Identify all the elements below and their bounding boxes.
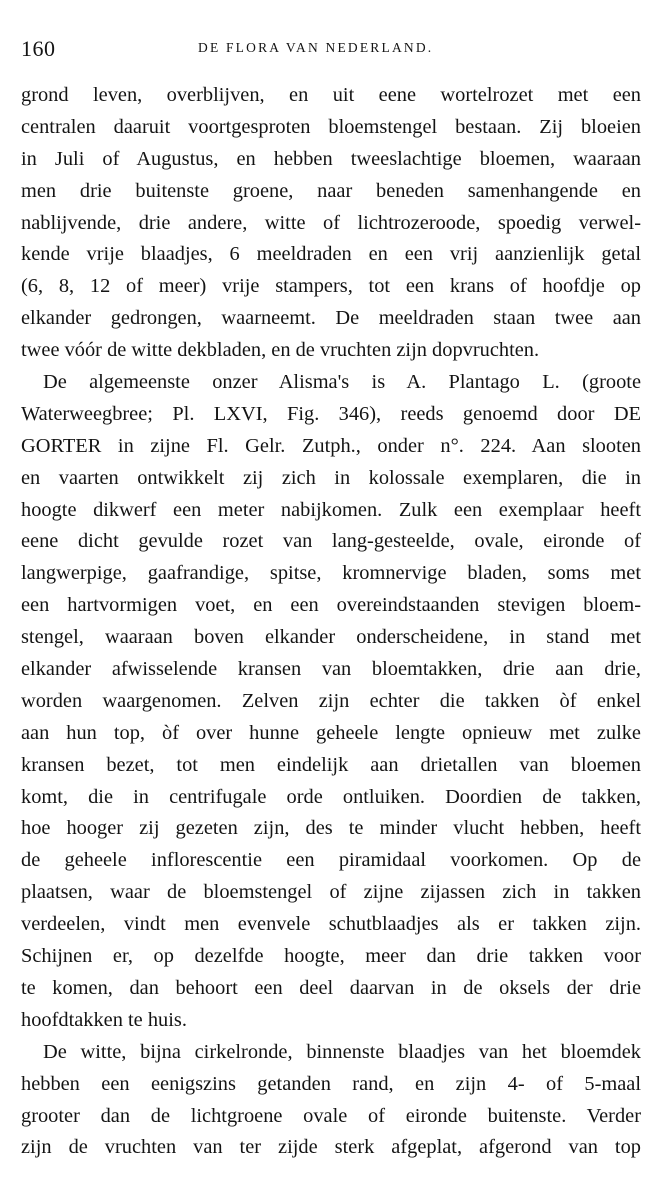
text-line: te komen, dan behoort een deel daarvan in de oksels der drie xyxy=(21,976,641,999)
text-line: centralen daaruit voortgesproten bloemstengel bestaan. Zij bloeien xyxy=(21,115,641,138)
text-line: een hartvormigen voet, en een overeindstaanden stevigen bloem- xyxy=(21,594,641,617)
text-line: aan hun top, òf over hunne geheele lengte opnieuw met zulke xyxy=(21,721,641,744)
text-line: worden waargenomen. Zelven zijn echter die takken òf enkel xyxy=(21,689,641,712)
body-text xyxy=(21,80,641,1164)
text-line: verdeelen, vindt men evenvele schutblaadjes als er takken zijn. xyxy=(21,913,641,936)
page-header xyxy=(21,36,641,70)
text-line: twee vóór de witte dekbladen, en de vruchten zijn dopvruchten. xyxy=(21,339,540,362)
text-line: Schijnen er, op dezelfde hoogte, meer dan drie takken voor xyxy=(21,945,641,968)
text-line: en vaarten ontwikkelt zij zich in kolossale exemplaren, die in xyxy=(21,466,641,489)
text-line: Waterweegbree; Pl. LXVI, Fig. 346), reeds genoemd door DE xyxy=(21,402,641,425)
text-line: hoogte dikwerf een meter nabijkomen. Zulk een exemplaar heeft xyxy=(21,498,641,521)
text-line: hebben een eenigszins getanden rand, en zijn 4- of 5-maal xyxy=(21,1072,641,1095)
text-line: GORTER in zijne Fl. Gelr. Zutph., onder n°. 224. Aan slooten xyxy=(21,434,641,457)
text-line: elkander afwisselende kransen van bloemtakken, drie aan drie, xyxy=(21,658,641,681)
paragraph-start-line: De witte, bijna cirkelronde, binnenste blaadjes van het bloemdek xyxy=(43,1040,641,1063)
text-line: stengel, waaraan boven elkander onderscheidene, in stand met xyxy=(21,626,641,649)
text-line: hoofdtakken te huis. xyxy=(21,1008,187,1031)
text-line: in Juli of Augustus, en hebben tweeslachtige bloemen, waaraan xyxy=(21,147,641,170)
page-number: 160 xyxy=(21,36,56,61)
running-title: DE FLORA VAN NEDERLAND. xyxy=(198,40,434,55)
text-line: komt, die in centrifugale orde ontluiken. Doordien de takken, xyxy=(21,785,641,808)
text-line: nablijvende, drie andere, witte of lichtrozeroode, spoedig verwel- xyxy=(21,211,641,234)
text-line: langwerpige, gaafrandige, spitse, kromnervige bladen, soms met xyxy=(21,562,641,585)
text-line: (6, 8, 12 of meer) vrije stampers, tot een krans of hoofdje op xyxy=(21,275,641,298)
text-line: eene dicht gevulde rozet van lang-gesteelde, ovale, eironde of xyxy=(21,530,641,553)
text-line: kende vrije blaadjes, 6 meeldraden en een vrij aanzienlijk getal xyxy=(21,243,641,266)
text-line: men drie buitenste groene, naar beneden samenhangende en xyxy=(21,179,641,202)
text-line: zijn de vruchten van ter zijde sterk afgeplat, afgerond van top xyxy=(21,1136,641,1159)
text-line: hoe hooger zij gezeten zijn, des te minder vlucht hebben, heeft xyxy=(21,817,641,840)
text-line: grond leven, overblijven, en uit eene wortelrozet met een xyxy=(21,84,641,106)
text-line: elkander gedrongen, waarneemt. De meeldraden staan twee aan xyxy=(21,307,641,330)
text-line: grooter dan de lichtgroene ovale of eironde buitenste. Verder xyxy=(21,1104,641,1127)
paragraph-start-line: De algemeenste onzer Alisma's is A. Plantago L. (groote xyxy=(43,371,641,394)
text-line: plaatsen, waar de bloemstengel of zijne zijassen zich in takken xyxy=(21,881,641,904)
text-line: de geheele inflorescentie een piramidaal voorkomen. Op de xyxy=(21,849,641,872)
text-line: kransen bezet, tot men eindelijk aan drietallen van bloemen xyxy=(21,753,641,776)
